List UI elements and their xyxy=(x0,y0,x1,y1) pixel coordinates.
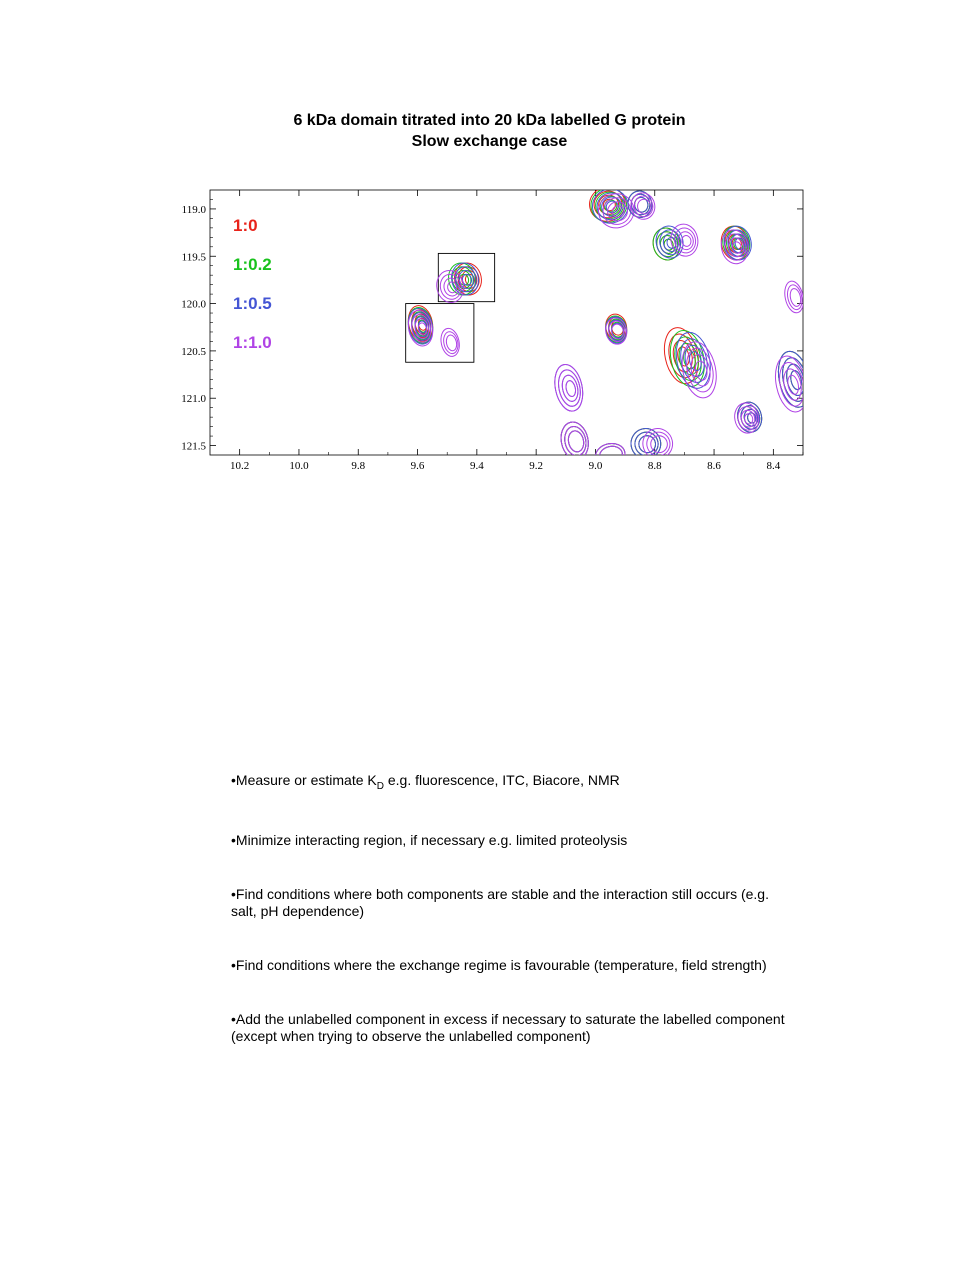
y-tick-label: 121.5 xyxy=(181,440,206,453)
contour-line xyxy=(558,420,592,463)
note-item: •Find conditions where the exchange regime is favourable (temperature, field strength) xyxy=(231,956,767,973)
x-tick-label: 9.8 xyxy=(351,460,366,472)
chart-title-line-1: 6 kDa domain titrated into 20 kDa labelled G protein xyxy=(293,112,686,129)
contour-layer xyxy=(405,184,814,469)
y-tick-label: 120.5 xyxy=(181,345,206,358)
legend-entry: 1:0.2 xyxy=(233,255,272,274)
contour-line xyxy=(558,420,592,463)
y-tick-label: 121.0 xyxy=(181,393,206,406)
contour-line xyxy=(567,429,586,453)
plot-frame xyxy=(210,190,803,455)
x-tick-label: 8.6 xyxy=(707,460,721,472)
note-item: •Add the unlabelled component in excess if necessary to saturate the labelled component (except when trying to observe the unlabelled component) xyxy=(231,1010,785,1044)
legend-entry: 1:1.0 xyxy=(233,333,272,352)
y-tick-label: 120.0 xyxy=(181,298,206,311)
contour-line xyxy=(663,238,674,251)
contour-line xyxy=(663,238,674,251)
note-item: •Measure or estimate $K_D$ e.g. fluorescence, ITC, Biacore, NMR xyxy=(231,772,620,792)
contour-line xyxy=(558,420,592,463)
x-tick-label: 9.4 xyxy=(469,460,484,472)
x-tick-label: 9.2 xyxy=(529,460,544,472)
x-tick-label: 10.2 xyxy=(230,460,250,472)
contour-line xyxy=(567,429,586,453)
contour-line xyxy=(786,374,800,395)
legend-entry: 1:0 xyxy=(233,216,258,235)
legend-entry: 1:0.5 xyxy=(233,294,272,313)
x-tick-label: 10.0 xyxy=(289,460,309,472)
x-tick-label: 8.8 xyxy=(647,460,662,472)
contour-line xyxy=(565,380,577,398)
note-item: •Find conditions where both components are stable and the interaction still occurs (e.g. salt, pH dependence) xyxy=(231,885,769,919)
y-tick-label: 119.0 xyxy=(181,203,206,216)
contour-line xyxy=(558,420,592,463)
hsqc-spectrum-chart xyxy=(160,180,820,480)
contour-line xyxy=(771,353,812,415)
x-tick-label: 9.0 xyxy=(588,460,603,472)
note-item: •Minimize interacting region, if necessary e.g. limited proteolysis xyxy=(231,831,628,848)
x-tick-label: 9.6 xyxy=(410,460,425,472)
x-tick-label: 8.4 xyxy=(766,460,781,472)
notes-list xyxy=(231,772,791,1082)
chart-title xyxy=(0,110,979,152)
y-tick-label: 119.5 xyxy=(181,251,206,264)
contour-line xyxy=(567,429,586,453)
chart-subtitle: Slow exchange case xyxy=(411,133,568,150)
contour-line xyxy=(567,429,586,453)
